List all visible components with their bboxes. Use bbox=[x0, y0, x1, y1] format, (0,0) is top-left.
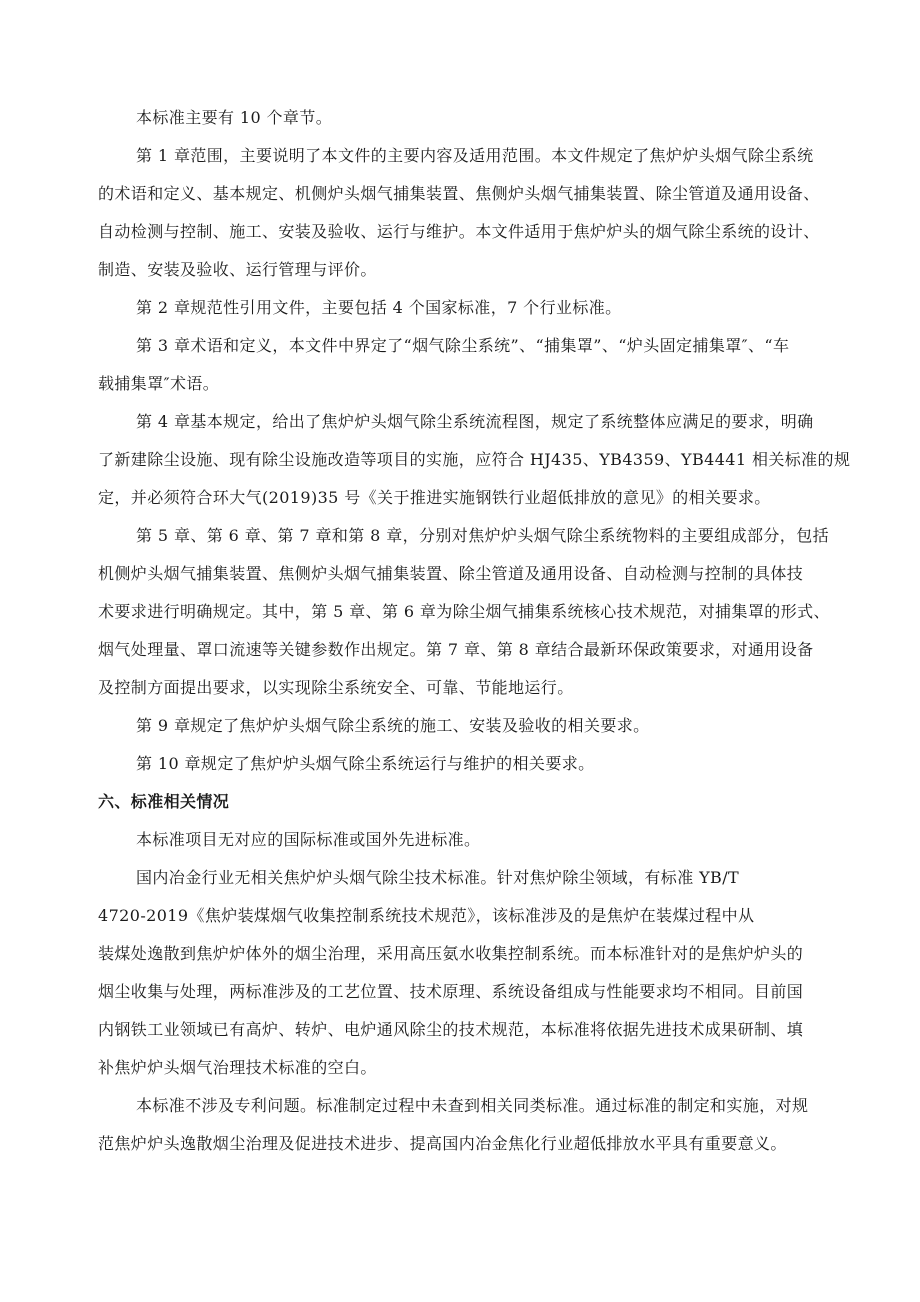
paragraph-s6-p2-line: 装煤处逸散到焦炉炉体外的烟尘治理，采用高压氨水收集控制系统。而本标准针对的是焦炉炉头的 bbox=[98, 944, 804, 963]
paragraph-intro: 本标准主要有 10 个章节。 bbox=[136, 108, 333, 127]
paragraph-s6-p2-line: 4720-2019《焦炉装煤烟气收集控制系统技术规范》，该标准涉及的是焦炉在装煤过程中从 bbox=[98, 906, 755, 925]
paragraph-ch4-line: 了新建除尘设施、现有除尘设施改造等项目的实施，应符合 HJ435、YB4359、YB4441 相关标准的规 bbox=[98, 450, 851, 469]
paragraph-ch3-line: 第 3 章术语和定义，本文件中界定了“烟气除尘系统”、“捕集罩”、“炉头固定捕集罩″、“车 bbox=[136, 336, 790, 355]
paragraph-ch2: 第 2 章规范性引用文件，主要包括 4 个国家标准，7 个行业标准。 bbox=[136, 298, 622, 317]
paragraph-s6-p3-line: 范焦炉炉头逸散烟尘治理及促进技术进步、提高国内冶金焦化行业超低排放水平具有重要意义。 bbox=[98, 1134, 787, 1153]
paragraph-ch1-line: 的术语和定义、基本规定、机侧炉头烟气捕集装置、焦侧炉头烟气捕集装置、除尘管道及通用设备、 bbox=[98, 184, 820, 203]
paragraph-ch5-8-line: 及控制方面提出要求，以实现除尘系统安全、可靠、节能地运行。 bbox=[98, 678, 574, 697]
paragraph-ch4-line: 第 4 章基本规定，给出了焦炉炉头烟气除尘系统流程图，规定了系统整体应满足的要求，明确 bbox=[136, 412, 814, 431]
paragraph-ch3-line: 载捕集罩″术语。 bbox=[98, 374, 220, 393]
paragraph-ch4-line: 定，并必须符合环大气(2019)35 号《关于推进实施钢铁行业超低排放的意见》的相关要求。 bbox=[98, 488, 771, 507]
paragraph-ch10: 第 10 章规定了焦炉炉头烟气除尘系统运行与维护的相关要求。 bbox=[136, 754, 595, 773]
paragraph-s6-p2-line: 烟尘收集与处理，两标准涉及的工艺位置、技术原理、系统设备组成与性能要求均不相同。目前国 bbox=[98, 982, 804, 1001]
paragraph-ch9: 第 9 章规定了焦炉炉头烟气除尘系统的施工、安装及验收的相关要求。 bbox=[136, 716, 650, 735]
paragraph-ch5-8-line: 第 5 章、第 6 章、第 7 章和第 8 章，分别对焦炉炉头烟气除尘系统物料的主要组成部分，包括 bbox=[136, 526, 830, 545]
section-heading: 六、标准相关情况 bbox=[98, 792, 230, 811]
paragraph-s6-p2-line: 补焦炉炉头烟气治理技术标准的空白。 bbox=[98, 1058, 377, 1077]
paragraph-s6-p1: 本标准项目无对应的国际标准或国外先进标准。 bbox=[136, 830, 481, 849]
paragraph-ch5-8-line: 机侧炉头烟气捕集装置、焦侧炉头烟气捕集装置、除尘管道及通用设备、自动检测与控制的具体技 bbox=[98, 564, 804, 583]
paragraph-ch1-line: 自动检测与控制、施工、安装及验收、运行与维护。本文件适用于焦炉炉头的烟气除尘系统的设计、 bbox=[98, 222, 820, 241]
paragraph-ch1-line: 制造、安装及验收、运行管理与评价。 bbox=[98, 260, 377, 279]
paragraph-ch5-8-line: 术要求进行明确规定。其中，第 5 章、第 6 章为除尘烟气捕集系统核心技术规范，对捕集罩的形式、 bbox=[98, 602, 830, 621]
paragraph-s6-p3-line: 本标准不涉及专利问题。标准制定过程中未查到相关同类标准。通过标准的制定和实施，对规 bbox=[136, 1096, 809, 1115]
paragraph-ch5-8-line: 烟气处理量、罩口流速等关键参数作出规定。第 7 章、第 8 章结合最新环保政策要求，对通用设备 bbox=[98, 640, 814, 659]
paragraph-ch1-line: 第 1 章范围，主要说明了本文件的主要内容及适用范围。本文件规定了焦炉炉头烟气除尘系统 bbox=[136, 146, 814, 165]
paragraph-s6-p2-line: 内钢铁工业领域已有高炉、转炉、电炉通风除尘的技术规范，本标准将依据先进技术成果研制、填 bbox=[98, 1020, 804, 1039]
paragraph-s6-p2-line: 国内冶金行业无相关焦炉炉头烟气除尘技术标准。针对焦炉除尘领域，有标准 YB/T bbox=[136, 868, 740, 887]
